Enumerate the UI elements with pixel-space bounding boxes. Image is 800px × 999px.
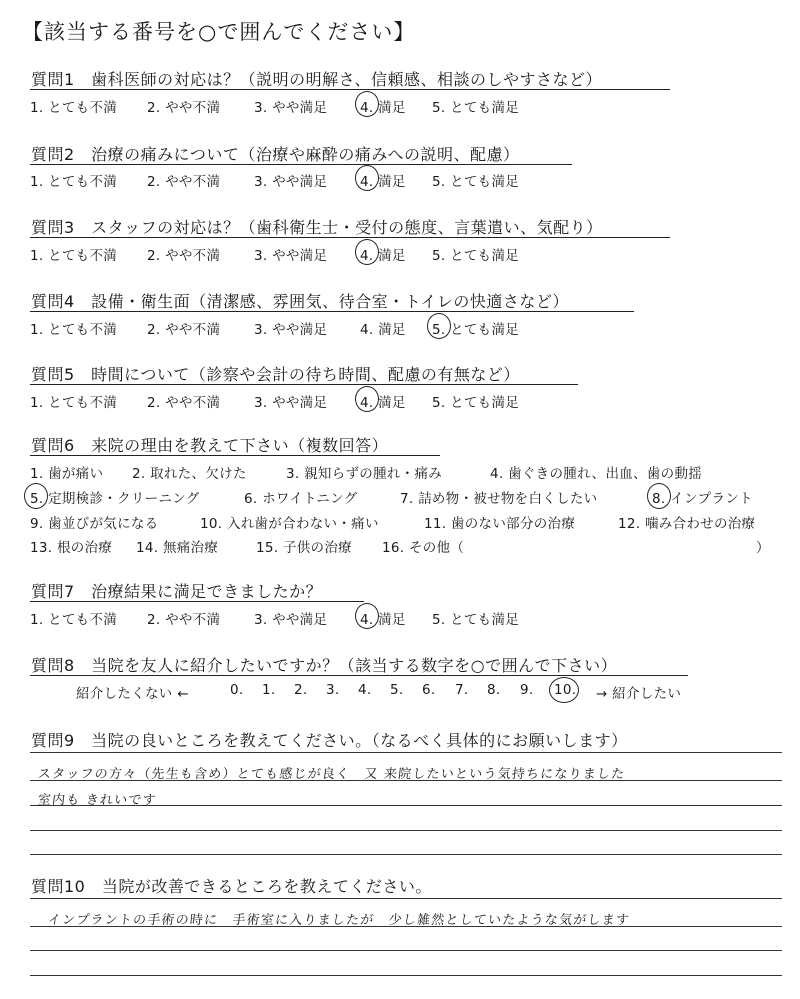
- question-1-title: 質問1 歯科医師の対応は？（説明の明解さ、信頼感、相談のしやすさなど）: [31, 70, 603, 89]
- q4-option-5[interactable]: 5. とても満足: [432, 322, 520, 338]
- q6-other-close-paren: ）: [756, 540, 770, 556]
- question-8-underline: [30, 675, 688, 676]
- q6-option-14[interactable]: 14. 無痛治療: [136, 540, 219, 556]
- q4-option-2[interactable]: 2. やや不満: [147, 322, 221, 338]
- q8-scale-4[interactable]: 4.: [358, 682, 372, 698]
- q4-option-1[interactable]: 1. とても不満: [30, 322, 118, 338]
- q4-option-3[interactable]: 3. やや満足: [254, 322, 328, 338]
- q3-option-2[interactable]: 2. やや不満: [147, 248, 221, 264]
- page-heading: 【該当する番号を○で囲んでください】: [22, 20, 416, 44]
- q6-option-9[interactable]: 9. 歯並びが気になる: [30, 516, 159, 532]
- q6-selection-circle-8: [647, 483, 671, 509]
- q6-option-4[interactable]: 4. 歯ぐきの腫れ、出血、歯の動揺: [490, 466, 703, 482]
- q8-right-label: → 紹介したい: [596, 686, 682, 702]
- q2-option-5[interactable]: 5. とても満足: [432, 174, 520, 190]
- q10-answer-line-4: [30, 975, 782, 976]
- q10-handwritten-answer-1: インプラントの手術の時に 手術室に入りましたが 少し雑然としていたような気がします: [47, 913, 631, 928]
- q8-scale-7[interactable]: 7.: [455, 682, 469, 698]
- q1-option-4[interactable]: 4. 満足: [360, 100, 406, 116]
- q6-option-2[interactable]: 2. 取れた、欠けた: [132, 466, 247, 482]
- question-4-underline: [30, 311, 634, 312]
- q4-option-4[interactable]: 4. 満足: [360, 322, 406, 338]
- q6-option-13[interactable]: 13. 根の治療: [30, 540, 113, 556]
- q6-option-7[interactable]: 7. 詰め物・被せ物を白くしたい: [400, 491, 598, 507]
- q1-option-5[interactable]: 5. とても満足: [432, 100, 520, 116]
- q9-handwritten-answer-2: 室内も きれいです: [37, 793, 158, 808]
- question-2-underline: [30, 164, 572, 165]
- q8-scale-0[interactable]: 0.: [230, 682, 244, 698]
- question-10-title: 質問10 当院が改善できるところを教えてください。: [31, 877, 432, 896]
- question-2-title: 質問2 治療の痛みについて（治療や麻酔の痛みへの説明、配慮）: [31, 145, 520, 164]
- q3-option-3[interactable]: 3. やや満足: [254, 248, 328, 264]
- q2-option-1[interactable]: 1. とても不満: [30, 174, 118, 190]
- q8-scale-10[interactable]: 10.: [554, 682, 577, 698]
- q2-option-4[interactable]: 4. 満足: [360, 174, 406, 190]
- q5-option-3[interactable]: 3. やや満足: [254, 395, 328, 411]
- q1-option-3[interactable]: 3. やや満足: [254, 100, 328, 116]
- q7-option-4[interactable]: 4. 満足: [360, 612, 406, 628]
- q2-option-3[interactable]: 3. やや満足: [254, 174, 328, 190]
- q6-option-1[interactable]: 1. 歯が痛い: [30, 466, 104, 482]
- q8-scale-6[interactable]: 6.: [422, 682, 436, 698]
- q8-left-label: 紹介したくない ←: [76, 686, 189, 702]
- question-9-title: 質問9 当院の良いところを教えてください。（なるべく具体的にお願いします）: [31, 731, 628, 750]
- q5-selection-circle: [355, 386, 379, 412]
- q7-option-5[interactable]: 5. とても満足: [432, 612, 520, 628]
- question-6-underline: [30, 455, 440, 456]
- q1-selection-circle: [355, 91, 379, 117]
- q9-answer-line-1: [30, 752, 782, 753]
- q6-option-16[interactable]: 16. その他（: [382, 540, 465, 556]
- q8-scale-3[interactable]: 3.: [326, 682, 340, 698]
- q2-option-2[interactable]: 2. やや不満: [147, 174, 221, 190]
- q4-selection-circle: [427, 313, 451, 339]
- q10-answer-line-3: [30, 950, 782, 951]
- q9-answer-line-4: [30, 830, 782, 831]
- question-7-underline: [30, 601, 364, 602]
- question-5-underline: [30, 384, 578, 385]
- q2-selection-circle: [355, 165, 379, 191]
- q8-scale-1[interactable]: 1.: [262, 682, 276, 698]
- q6-option-5[interactable]: 5. 定期検診・クリーニング: [30, 491, 200, 507]
- question-6-title: 質問6 来院の理由を教えて下さい（複数回答）: [31, 436, 389, 455]
- question-3-underline: [30, 237, 670, 238]
- question-3-title: 質問3 スタッフの対応は？（歯科衛生士・受付の態度、言葉遣い、気配り）: [31, 218, 603, 237]
- q6-option-8[interactable]: 8. インプラント: [652, 491, 753, 507]
- q7-option-1[interactable]: 1. とても不満: [30, 612, 118, 628]
- q6-option-11[interactable]: 11. 歯のない部分の治療: [424, 516, 576, 532]
- q10-answer-line-1: [30, 898, 782, 899]
- q5-option-2[interactable]: 2. やや不満: [147, 395, 221, 411]
- q8-selection-circle: [549, 677, 579, 703]
- q3-option-4[interactable]: 4. 満足: [360, 248, 406, 264]
- q8-scale-2[interactable]: 2.: [294, 682, 308, 698]
- q8-scale-8[interactable]: 8.: [487, 682, 501, 698]
- q6-option-3[interactable]: 3. 親知らずの腫れ・痛み: [286, 466, 443, 482]
- q1-option-2[interactable]: 2. やや不満: [147, 100, 221, 116]
- q6-option-15[interactable]: 15. 子供の治療: [256, 540, 352, 556]
- q6-selection-circle-5: [24, 483, 48, 509]
- question-7-title: 質問7 治療結果に満足できましたか？: [31, 582, 323, 601]
- q7-option-3[interactable]: 3. やや満足: [254, 612, 328, 628]
- q8-scale-9[interactable]: 9.: [520, 682, 534, 698]
- question-5-title: 質問5 時間について（診察や会計の待ち時間、配慮の有無など）: [31, 365, 520, 384]
- q5-option-1[interactable]: 1. とても不満: [30, 395, 118, 411]
- q7-selection-circle: [355, 603, 379, 629]
- q6-option-12[interactable]: 12. 噛み合わせの治療: [618, 516, 756, 532]
- q6-option-10[interactable]: 10. 入れ歯が合わない・痛い: [200, 516, 379, 532]
- q3-selection-circle: [355, 239, 379, 265]
- q5-option-5[interactable]: 5. とても満足: [432, 395, 520, 411]
- q6-option-6[interactable]: 6. ホワイトニング: [244, 491, 358, 507]
- q8-scale-5[interactable]: 5.: [390, 682, 404, 698]
- q5-option-4[interactable]: 4. 満足: [360, 395, 406, 411]
- q7-option-2[interactable]: 2. やや不満: [147, 612, 221, 628]
- question-1-underline: [30, 89, 670, 90]
- q3-option-1[interactable]: 1. とても不満: [30, 248, 118, 264]
- q9-answer-line-5: [30, 854, 782, 855]
- q9-handwritten-answer-1: スタッフの方々（先生も含め）とても感じが良く 又 来院したいという気持ちになりました: [37, 767, 627, 782]
- q1-option-1[interactable]: 1. とても不満: [30, 100, 118, 116]
- question-8-title: 質問8 当院を友人に紹介したいですか？（該当する数字を○で囲んで下さい）: [31, 656, 618, 675]
- question-4-title: 質問4 設備・衛生面（清潔感、雰囲気、待合室・トイレの快適さなど）: [31, 292, 569, 311]
- q3-option-5[interactable]: 5. とても満足: [432, 248, 520, 264]
